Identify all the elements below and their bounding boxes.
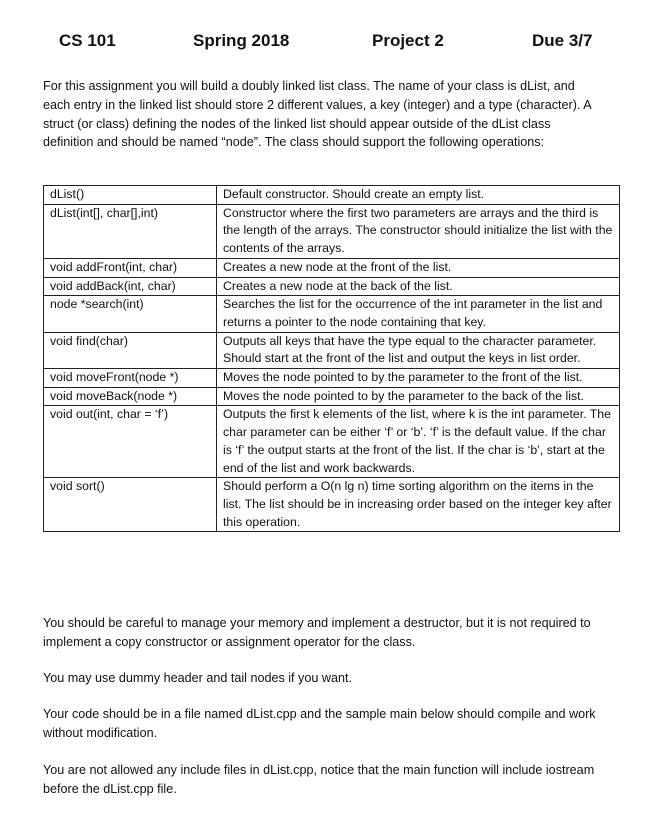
operation-description: Moves the node pointed to by the parameter to the front of the list. xyxy=(217,369,620,388)
operation-signature: void moveBack(node *) xyxy=(44,387,217,406)
operation-description: Should perform a O(n lg n) time sorting algorithm on the items in the list. The list should be in increasing order based on the integer key after this operation. xyxy=(217,478,620,532)
operation-signature: dList(int[], char[],int) xyxy=(44,204,217,258)
operation-signature: void moveFront(node *) xyxy=(44,369,217,388)
course-code: CS 101 xyxy=(59,31,116,50)
operation-description: Default constructor. Should create an empty list. xyxy=(217,186,620,205)
operation-description: Moves the node pointed to by the parameter to the back of the list. xyxy=(217,387,620,406)
operation-signature: void out(int, char = ‘f’) xyxy=(44,406,217,478)
table-row xyxy=(44,277,620,296)
table-row xyxy=(44,406,620,478)
operation-signature: void addFront(int, char) xyxy=(44,258,217,277)
operation-description: Searches the list for the occurrence of the int parameter in the list and returns a pointer to the node containing that key. xyxy=(217,296,620,332)
operation-signature: void addBack(int, char) xyxy=(44,277,217,296)
include-files-paragraph: You are not allowed any include files in dList.cpp, notice that the main function will include iostream before the dList.cpp file. xyxy=(43,763,595,796)
page-header xyxy=(0,31,647,55)
project-title: Project 2 xyxy=(372,31,444,50)
file-name-paragraph: Your code should be in a file named dList.cpp and the sample main below should compile and work without modification. xyxy=(43,707,596,740)
table-row xyxy=(44,258,620,277)
table-row xyxy=(44,332,620,368)
table-row xyxy=(44,296,620,332)
dummy-nodes-paragraph: You may use dummy header and tail nodes if you want. xyxy=(43,671,352,685)
table-row xyxy=(44,204,620,258)
term: Spring 2018 xyxy=(193,31,290,50)
operation-description: Creates a new node at the front of the list. xyxy=(217,258,620,277)
table-row xyxy=(44,387,620,406)
operation-signature: void find(char) xyxy=(44,332,217,368)
intro-paragraph: For this assignment you will build a doubly linked list class. The name of your class is dList, and each entry in the linked list should store 2 different values, a key (integer) and a type (character). A struct (or class) defining the nodes of the linked list should appear outside of the dList class definition and should be named “node”. The class should support the following operations: xyxy=(43,79,591,150)
operation-description: Constructor where the first two parameters are arrays and the third is the length of the arrays. The constructor should initialize the list with the contents of the arrays. xyxy=(217,204,620,258)
table-row xyxy=(44,478,620,532)
due-date: Due 3/7 xyxy=(532,31,593,50)
operation-signature: node *search(int) xyxy=(44,296,217,332)
operation-signature: void sort() xyxy=(44,478,217,532)
operation-description: Outputs the first k elements of the list, where k is the int parameter. The char parameter can be either ‘f’ or ‘b’. ‘f’ is the default value. If the char is ‘f’ the output starts at the front of the list. If the char is ‘b’, start at the end of the list and work backwards. xyxy=(217,406,620,478)
operations-table xyxy=(43,185,620,532)
operation-signature: dList() xyxy=(44,186,217,205)
operation-description: Creates a new node at the back of the list. xyxy=(217,277,620,296)
memory-paragraph: You should be careful to manage your memory and implement a destructor, but it is not required to implement a copy constructor or assignment operator for the class. xyxy=(43,616,591,649)
table-row xyxy=(44,186,620,205)
operation-description: Outputs all keys that have the type equal to the character parameter. Should start at the front of the list and output the keys in list order. xyxy=(217,332,620,368)
table-row xyxy=(44,369,620,388)
